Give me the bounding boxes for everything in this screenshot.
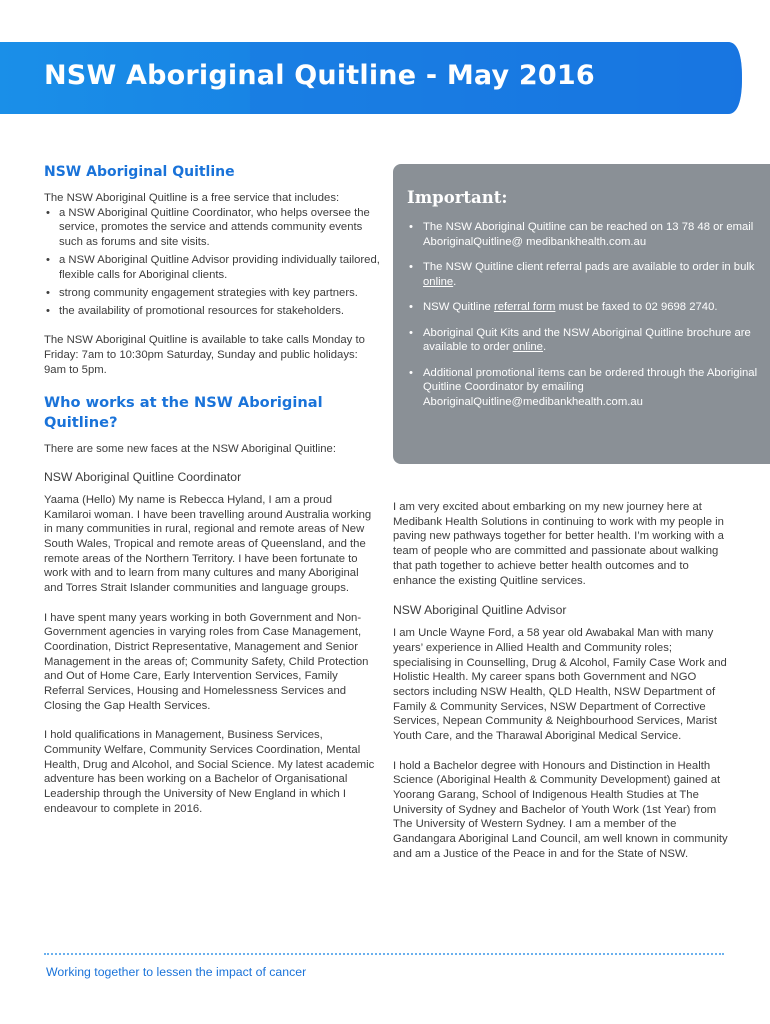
footer-tagline: Working together to lessen the impact of cancer — [46, 965, 307, 979]
right-column — [393, 500, 728, 861]
coordinator-paragraph-4: I am very excited about embarking on my new journey here at Medibank Health Solutions in continuing to work with my people in paving new pathways together for better health. I’m working with a team of people who are committed and passionate about walking that path together to achieve better health outcomes and to enhance the existing Quitline services. — [393, 501, 724, 587]
list-item: • strong community engagement strategies with key partners. — [46, 287, 358, 300]
hours-paragraph: The NSW Aboriginal Quitline is available to take calls Monday to Friday: 7am to 10:30pm Saturday, Sunday and public holidays: 9am to 5pm. — [44, 334, 365, 376]
advisor-heading: NSW Aboriginal Quitline Advisor — [393, 603, 567, 618]
footer-divider — [44, 953, 724, 955]
online-link[interactable]: online — [423, 275, 454, 288]
important-item: • The NSW Aboriginal Quitline can be reached on 13 78 48 or email AboriginalQuitline@ medibankhealth.com.au — [409, 221, 754, 248]
intro-bullets — [44, 206, 380, 319]
important-item: • The NSW Quitline client referral pads are available to order in bulk online. — [409, 261, 755, 288]
intro-heading: NSW Aboriginal Quitline — [44, 164, 235, 180]
list-item: • a NSW Aboriginal Quitline Advisor providing individually tailored, flexible calls for Aboriginal clients. — [46, 254, 380, 282]
who-heading: Who works at the NSW Aboriginal Quitline? — [44, 394, 323, 432]
advisor-paragraph-1: I am Uncle Wayne Ford, a 58 year old Awabakal Man with many years’ experience in Allied Health and Community roles; specialising in Counselling, Drug & Alcohol, Family Case Work and Holistic Health. My career spans both Government and NGO sectors including NSW Health, QLD Health, NSW Department of Family & Community Services, NSW Department of Corrective Services, Nepean Community & Neighbourhood Services, Marist Youth Care, and the Tharawal Aboriginal Medical Service. — [393, 627, 727, 743]
important-list — [407, 220, 758, 409]
advisor-paragraph-2: I hold a Bachelor degree with Honours and Distinction in Health Science (Aboriginal Health & Community Development) gained at Yoorang Garang, School of Indigenous Health Studies at The University of Sydney and Bachelor of Youth Work (1st Year) from The University of Western Sydney. I am a member of the Gandangara Aboriginal Land Council, am well known in community and am a Justice of the Peace in and for the State of NSW. — [393, 759, 728, 860]
intro-lead: The NSW Aboriginal Quitline is a free service that includes: — [44, 192, 340, 204]
left-column — [44, 162, 380, 816]
who-lead: There are some new faces at the NSW Aboriginal Quitline: — [44, 443, 336, 456]
coordinator-paragraph-1: Yaama (Hello) My name is Rebecca Hyland, I am a proud Kamilaroi woman. I have been travelling around Australia working in many communities in rural, regional and remote areas of New South Wales, Tropical and remote areas of Queensland, and the remote areas of the Northern Territory. I have been fortunate to work with and to learn from many cultures and many Aboriginal and Torres Strait Islander communities and language groups. — [44, 493, 372, 595]
coordinator-paragraph-3: I hold qualifications in Management, Business Services, Community Welfare, Community Services Coordination, Mental Health, Drug and Alcohol, and Social Science. My latest academic adventure has been working on a Bachelor of Organisational Leadership through the University of New England in which I endeavour to complete in 2016. — [44, 729, 375, 815]
header-banner — [0, 42, 770, 114]
list-item: • a NSW Aboriginal Quitline Coordinator, who helps oversee the service, promotes the service and attends community events such as forums and site visits. — [46, 206, 370, 249]
important-item: • Aboriginal Quit Kits and the NSW Aboriginal Quitline brochure are available to order online. — [409, 326, 751, 353]
important-heading: Important: — [407, 188, 508, 207]
online-link[interactable]: online — [512, 341, 543, 353]
important-box — [393, 164, 770, 464]
important-item: • Additional promotional items can be ordered through the Aboriginal Quitline Coordinator by emailing AboriginalQuitline@medibankhealth.com.au — [409, 366, 758, 408]
coordinator-heading: NSW Aboriginal Quitline Coordinator — [44, 469, 242, 484]
coordinator-paragraph-2: I have spent many years working in both Government and Non-Government agencies in varying roles from Case Management, Coordination, District Representative, Management and Senior Management in the areas of; Community Safety, Child Protection and Out of Home Care, Early Intervention Services, Family Referral Services, Housing and Homelessness Services and Closing the Gap Health Services. — [44, 611, 369, 712]
referral-form-link[interactable]: referral form — [493, 301, 556, 313]
important-item: • NSW Quitline referral form must be faxed to 02 9698 2740. — [409, 301, 718, 313]
page-title: NSW Aboriginal Quitline - May 2016 — [44, 60, 595, 91]
list-item: • the availability of promotional resources for stakeholders. — [46, 305, 345, 318]
